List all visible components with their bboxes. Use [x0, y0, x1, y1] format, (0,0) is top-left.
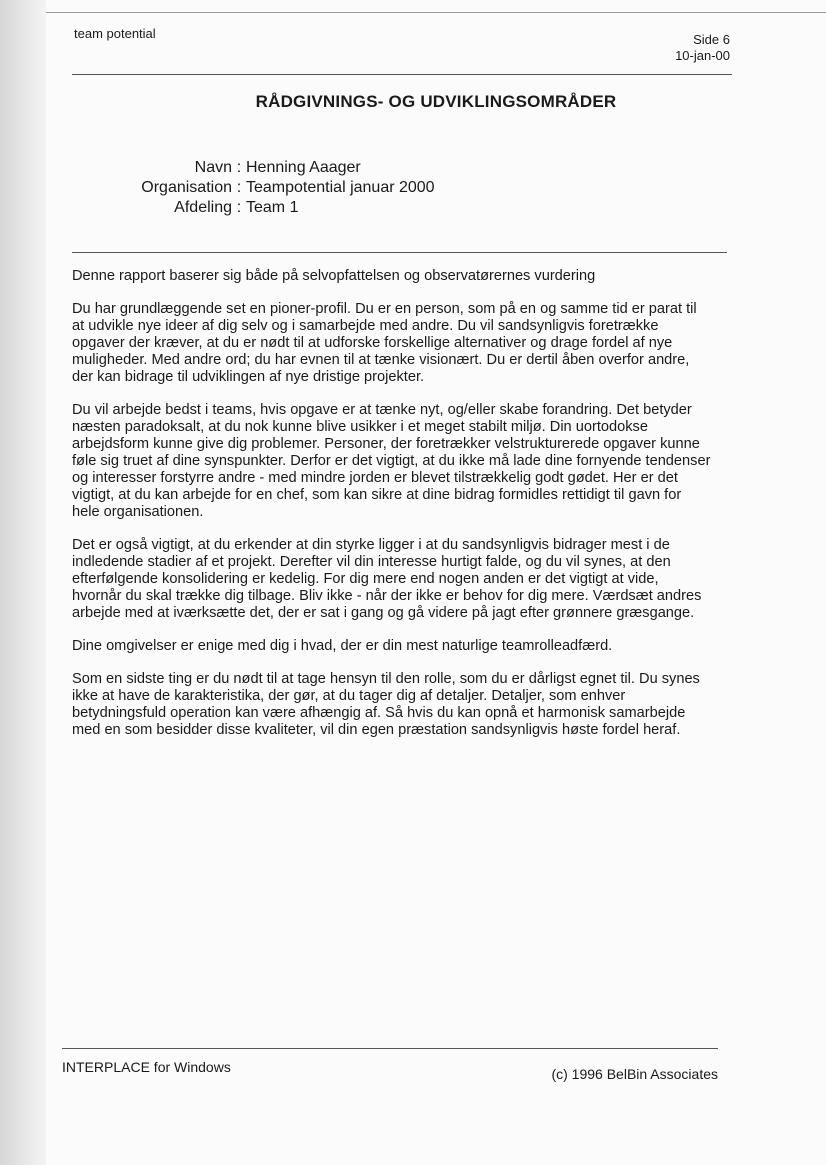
footer-copyright: (c) 1996 BelBin Associates [551, 1066, 718, 1082]
document-page [46, 0, 826, 1165]
info-divider [72, 252, 727, 253]
info-row-navn [116, 158, 435, 178]
paragraph: Du har grundlæggende set en pioner-profil. Du er en person, som på en og samme tid er parat til at udvikle nye ideer af dig selv og i samarbejde med andre. Du vil sandsynligvis foretrække opgaver der kræver, at du er nødt til at udforske forskellige alternativer og drage fordel af nye muligheder. Med andre ord; du har evnen til at tænke visionært. Du er dertil åben overfor andre, der kan bidrage til udviklingen af nye dristige projekter. [72, 301, 697, 385]
header-right [675, 32, 730, 64]
paragraph: Som en sidste ting er du nødt til at tage hensyn til den rolle, som du er dårligst egnet til. Du synes ikke at have de karakteristika, der gør, at du tager dig af detaljer. Detaljer, som enhver betydningsfuld operation kan være afhængig af. Så hvis du kan opnå et harmonisk samarbejde med en som besidder disse kvaliteter, vil din egen præstation sandsynligvis høste fordel heraf. [72, 671, 700, 738]
footer-left-text: INTERPLACE for Windows [62, 1059, 231, 1075]
paragraph: Du vil arbejde bedst i teams, hvis opgave er at tænke nyt, og/eller skabe forandring. Det betyder næsten paradoksalt, at du nok kunne blive usikker i et meget stabilt miljø. Din uortodokse arbejdsform kunne give dig problemer. Personer, der foretrækker velstrukturerede opgaver kunne føle sig truet af dine synspunkter. Derfor er det vigtigt, at du ikke må lade dine fornyende tendenser og interesser forstyrre andre - med mindre jorden er blevet tilstrækkelig godt gødet. Her er det vigtigt, at du kan arbejde for en chef, som kan sikre at dine bidrag formidles rettidigt til gavn for hele organisationen. [72, 402, 711, 520]
page-number: Side 6 [693, 32, 730, 47]
info-value: Team 1 [246, 199, 299, 216]
scan-margin [0, 0, 46, 1165]
info-row-afdeling [116, 198, 435, 218]
info-separator: : [236, 179, 242, 196]
page-title: RÅDGIVNINGS- OG UDVIKLINGSOMRÅDER [255, 92, 617, 111]
footer-divider [62, 1048, 718, 1049]
info-separator: : [236, 159, 242, 176]
header-left-text: team potential [74, 26, 156, 41]
info-block [116, 158, 435, 218]
paragraph: Dine omgivelser er enige med dig i hvad, der er din mest naturlige teamrolleadfærd. [72, 638, 613, 654]
page-edge-line [46, 12, 826, 13]
info-label: Navn [194, 159, 232, 176]
info-label: Afdeling [174, 199, 232, 216]
header-date: 10-jan-00 [675, 48, 730, 63]
paragraph-intro: Denne rapport baserer sig både på selvopfattelsen og observatørernes vurdering [72, 268, 596, 284]
info-separator: : [236, 199, 242, 216]
info-row-organisation [116, 178, 435, 198]
paragraph: Det er også vigtigt, at du erkender at din styrke ligger i at du sandsynligvis bidrager mest i de indledende stadier af et projekt. Derefter vil din interesse hurtigt falde, og du vil synes, at den efterfølgende konsolidering er kedelig. For dig mere end nogen anden er det vigtigt at vide, hvornår du skal trække dig tilbage. Bliv ikke - når der ikke er behov for dig mere. Værdsæt andres arbejde med at iværksætte det, der er sat i gang og gå videre på jagt efter grønnere græsgange. [72, 537, 702, 621]
info-label: Organisation [141, 179, 232, 196]
info-value: Henning Aaager [246, 159, 361, 176]
info-value: Teampotential januar 2000 [246, 179, 435, 196]
header-divider [72, 74, 732, 75]
report-body [72, 268, 712, 755]
